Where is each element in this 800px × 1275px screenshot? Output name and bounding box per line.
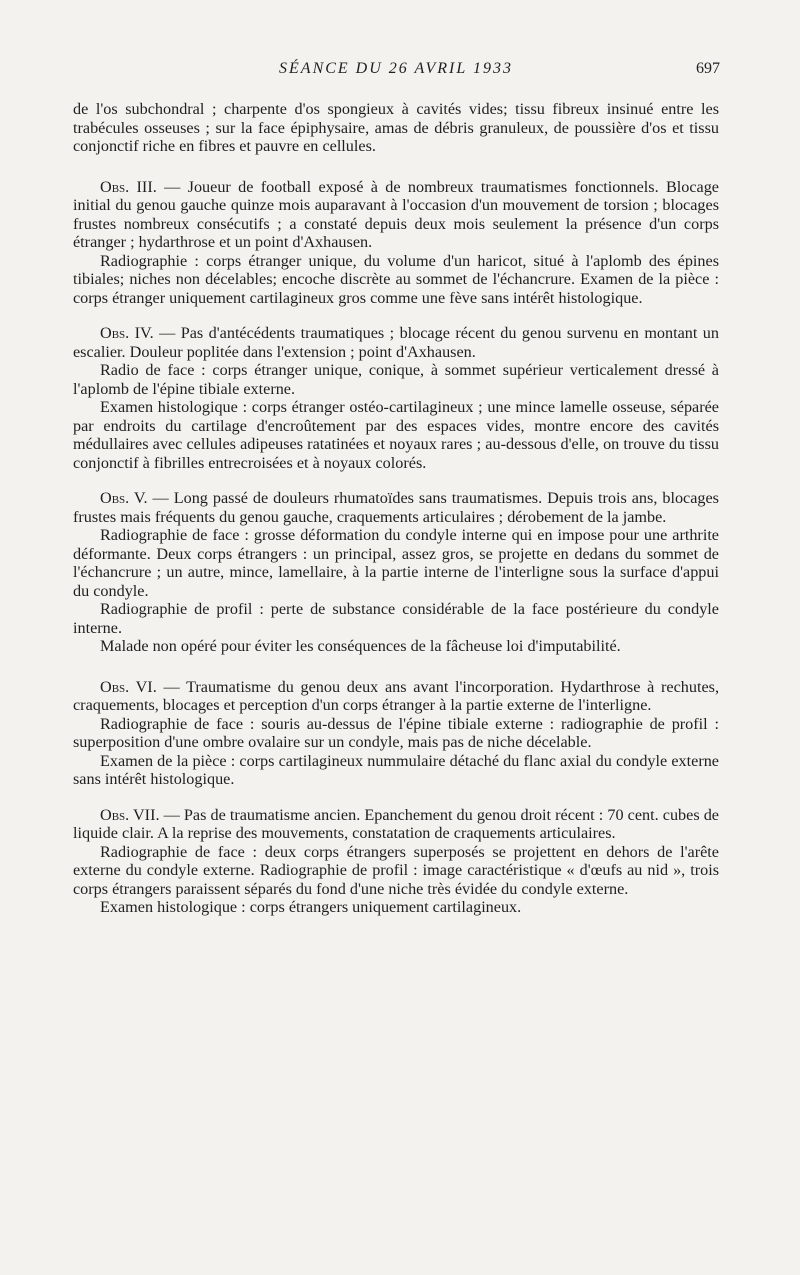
paragraph: Radiographie de face : deux corps étrangers superposés se projettent en dehors de l'arête externe du condyle externe. Radiographie de profil : image caractéristique « d'œufs au nid », trois corps étrangers paraissent séparés du fond d'une niche très évidée du condyle externe. [73,842,719,898]
observation-label: Obs. V. [100,489,148,507]
paragraph: Radiographie de face : souris au-dessus de l'épine tibiale externe : radiographie de profil : superposition d'une ombre ovalaire sur un condyle, mais pas de niche décelable. [73,714,719,751]
body-text [73,100,719,917]
paragraph: Examen de la pièce : corps cartilagineux nummulaire détaché du flanc axial du condyle externe sans intérêt histologique. [73,751,719,788]
paragraph-text: — Long passé de douleurs rhumatoïdes sans traumatismes. Depuis trois ans, blocages frustes mais fréquents du genou gauche, craquements articulaires ; dérobement de la jambe. [73,489,719,526]
page-number: 697 [696,60,720,77]
observation-7-paragraph [73,806,719,843]
running-title: SÉANCE DU 26 AVRIL 1933 [279,60,513,77]
paragraph: Radiographie de face : grosse déformation du condyle interne qui en impose pour une arthrite déformante. Deux corps étrangers : un principal, assez gros, se projette en dedans du sommet de l'échancrure ; un autre, mince, lamellaire, à la partie interne de l'interligne sous la surface d'appui du condyle. [73,526,719,600]
paragraph: Radiographie de profil : perte de substance considérable de la face postérieure du condyle interne. [73,600,719,637]
paragraph-text: — Pas de traumatisme ancien. Epanchement du genou droit récent : 70 cent. cubes de liquide clair. A la reprise des mouvements, constatation de craquements articulaires. [73,805,719,842]
paragraph: Radio de face : corps étranger unique, conique, à sommet supérieur verticalement dressé à l'aplomb de l'épine tibiale externe. [73,361,719,398]
observation-5-paragraph [73,489,719,526]
observation-label: Obs. III. [100,177,157,196]
observation-label: Obs. VI. [100,677,157,696]
paragraph-text: — Pas d'antécédents traumatiques ; blocage récent du genou survenu en montant un escalier. Douleur poplitée dans l'extension ; point d'Axhausen. [73,324,719,361]
observation-3-paragraph [73,178,719,252]
paragraph: de l'os subchondral ; charpente d'os spongieux à cavités vides; tissu fibreux insinué entre les trabécules osseuses ; sur la face épiphysaire, amas de débris granuleux, de poussière d'os et tissu conjonctif riche en fibres et pauvre en cellules. [73,100,719,155]
paragraph: Examen histologique : corps étrangers uniquement cartilagineux. [100,898,522,916]
paragraph-text: — Joueur de football exposé à de nombreux traumatismes fonctionnels. Blocage initial du genou gauche quinze mois auparavant à l'occasion d'un mouvement de torsion ; blocages frustes nombreux consécutifs ; a constaté depuis deux mois seulement la présence d'un corps étranger ; hydarthrose et un point d'Axhausen. [73,177,719,251]
paragraph: Examen histologique : corps étranger ostéo-cartilagineux ; une mince lamelle osseuse, séparée par endroits du cartilage d'encroûtement par des espaces vides, montre encore des cavités médullaires avec cellules adipeuses ratatinées et noyaux rares ; au-dessous d'elle, on trouve du tissu conjonctif à fibrilles entrecroisées et à noyaux colorés. [73,398,719,472]
observation-label: Obs. IV. [100,324,154,342]
paragraph-text: — Traumatisme du genou deux ans avant l'incorporation. Hydarthrose à rechutes, craquements, blocages et perception d'un corps étranger à la partie externe de l'interligne. [73,677,719,714]
observation-6-paragraph [73,678,719,715]
observation-label: Obs. VII. [100,805,160,824]
paragraph: Malade non opéré pour éviter les conséquences de la fâcheuse loi d'imputabilité. [100,637,621,655]
paragraph: Radiographie : corps étranger unique, du volume d'un haricot, situé à l'aplomb des épines tibiales; niches non décelables; encoche discrète au sommet de l'échancrure. Examen de la pièce : corps étranger uniquement cartilagineux gros comme une fève sans intérêt histologique. [73,251,719,307]
page-header [72,60,720,82]
observation-4-paragraph [73,324,719,361]
